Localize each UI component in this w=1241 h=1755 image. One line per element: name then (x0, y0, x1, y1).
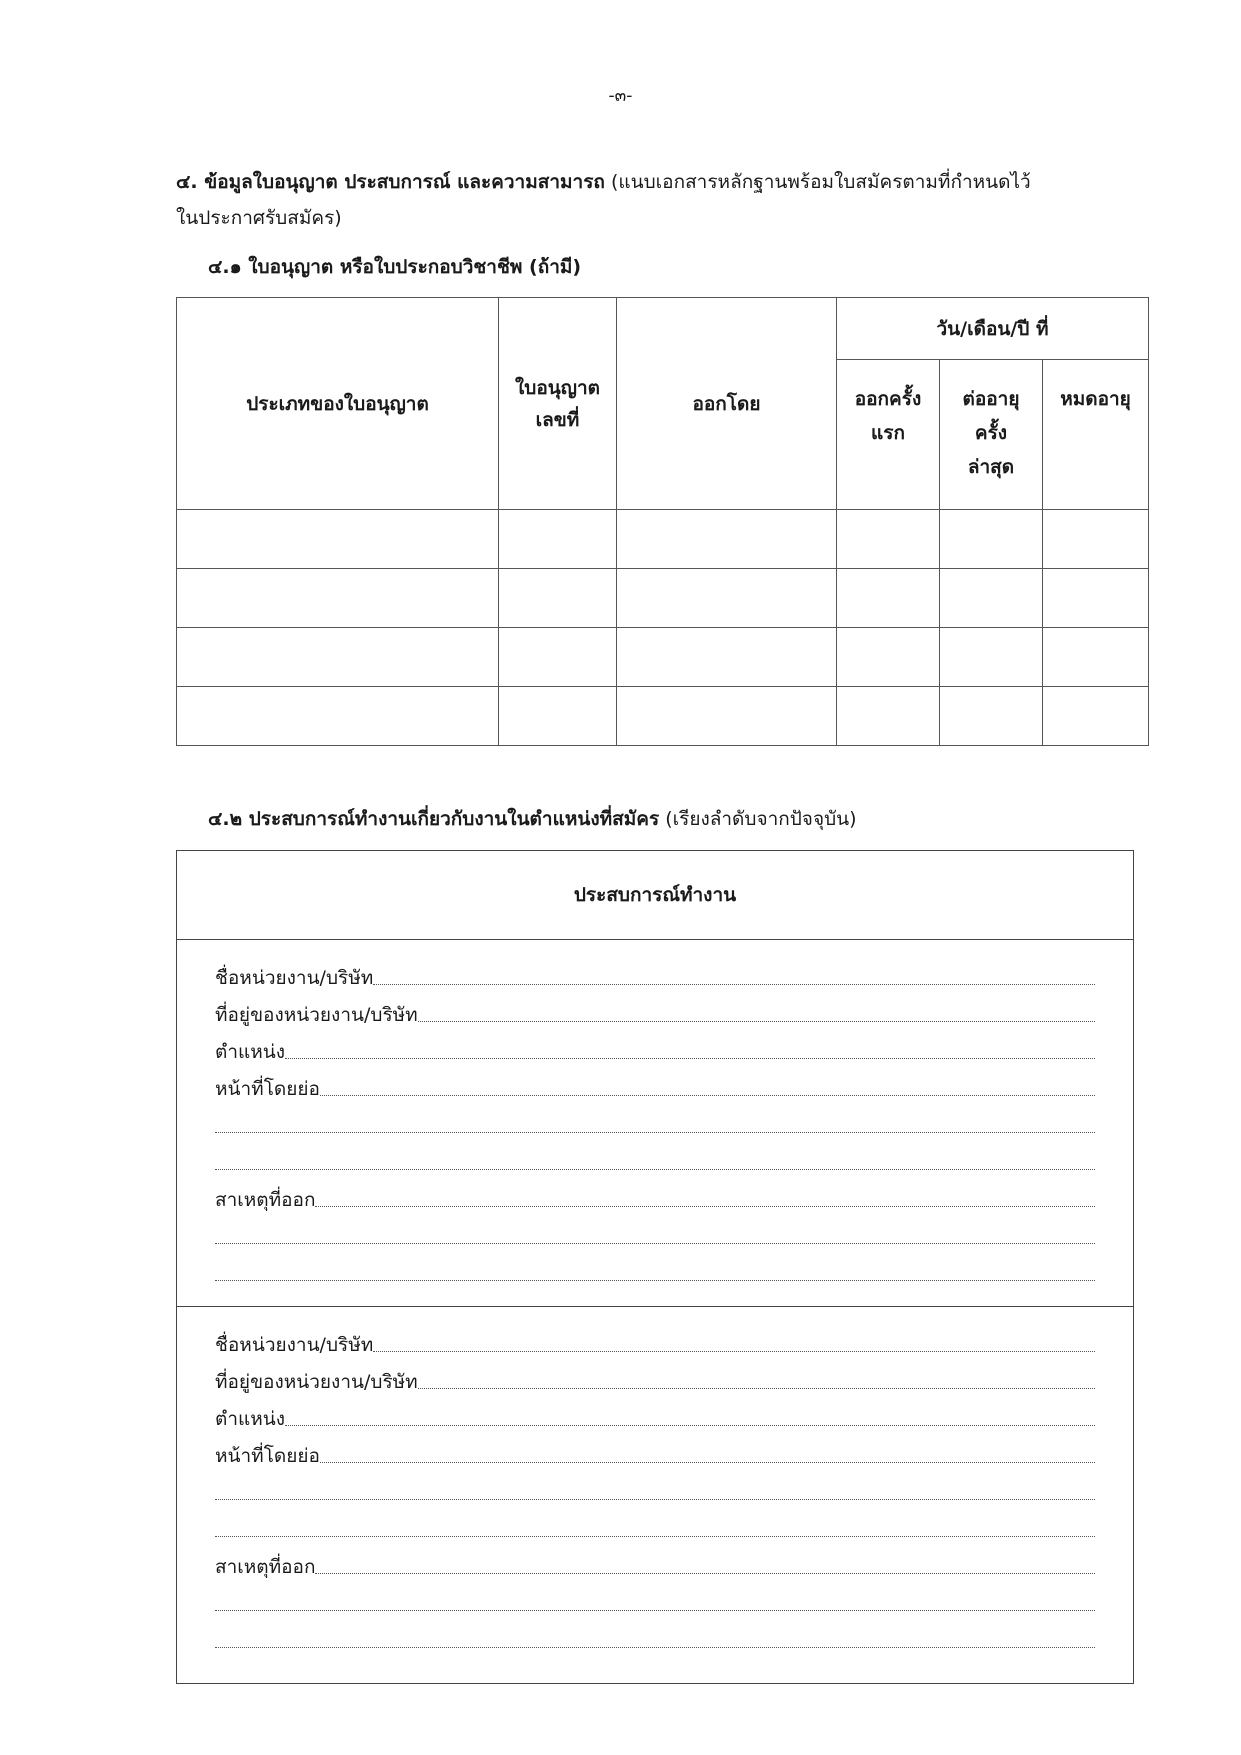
section-4-2-heading (208, 804, 857, 834)
dotted-line (320, 1094, 1095, 1096)
col-first-issue (837, 360, 940, 510)
company-field[interactable] (215, 1323, 1095, 1360)
reason-continuation[interactable] (215, 1252, 1095, 1289)
col-expiry: หมดอายุ (1043, 360, 1149, 510)
col-renew (940, 360, 1043, 510)
license-cell[interactable] (499, 687, 617, 746)
col-license-type: ประเภทของใบอนุญาต (177, 298, 499, 510)
company-field[interactable] (215, 956, 1095, 993)
license-cell[interactable] (837, 510, 940, 569)
dotted-line (373, 1350, 1095, 1352)
reason-continuation[interactable] (215, 1619, 1095, 1656)
license-cell[interactable] (940, 569, 1043, 628)
license-cell[interactable] (499, 510, 617, 569)
license-cell[interactable] (837, 687, 940, 746)
reason-continuation[interactable] (215, 1215, 1095, 1252)
reason-field[interactable] (215, 1178, 1095, 1215)
reason-label: สาเหตุที่ออก (215, 1189, 316, 1211)
position-label: ตำแหน่ง (215, 1408, 286, 1430)
license-cell[interactable] (617, 569, 837, 628)
col-license-number-line2: เลขที่ (535, 408, 580, 431)
license-cell[interactable] (1043, 510, 1149, 569)
dotted-line (215, 1609, 1095, 1611)
dotted-line (418, 1020, 1095, 1022)
col-date-group: วัน/เดือน/ปี ที่ (837, 298, 1149, 360)
col-renew-line3: ล่าสุด (967, 456, 1015, 478)
dotted-line (215, 1646, 1095, 1648)
address-label: ที่อยู่ของหน่วยงาน/บริษัท (215, 1004, 418, 1026)
duties-field[interactable] (215, 1434, 1095, 1471)
dotted-line (215, 1535, 1095, 1537)
reason-label: สาเหตุที่ออก (215, 1556, 316, 1578)
address-field[interactable] (215, 993, 1095, 1030)
license-cell[interactable] (940, 687, 1043, 746)
experience-entry (177, 1307, 1133, 1656)
section-4-heading (176, 164, 1136, 236)
license-cell[interactable] (837, 628, 940, 687)
license-cell[interactable] (499, 569, 617, 628)
license-cell[interactable] (617, 510, 837, 569)
license-row (177, 687, 1149, 746)
section-4-2-title: ๔.๒ ประสบการณ์ทำงานเกี่ยวกับงานในตำแหน่งที่สมัคร (208, 808, 660, 830)
dotted-line (285, 1424, 1095, 1426)
dotted-line (285, 1057, 1095, 1059)
section-4-note: (แนบเอกสารหลักฐานพร้อมใบสมัครตามที่กำหนดไว้ (604, 171, 1031, 193)
position-label: ตำแหน่ง (215, 1041, 286, 1063)
license-cell[interactable] (1043, 628, 1149, 687)
section-4-1-heading: ๔.๑ ใบอนุญาต หรือใบประกอบวิชาชีพ (ถ้ามี) (208, 256, 582, 278)
position-field[interactable] (215, 1030, 1095, 1067)
license-table (176, 297, 1149, 746)
duties-continuation[interactable] (215, 1508, 1095, 1545)
col-license-number (499, 298, 617, 510)
page-number: -๓- (608, 86, 633, 106)
col-first-issue-line1: ออกครั้ง (854, 388, 922, 410)
dotted-line (215, 1279, 1095, 1281)
duties-field[interactable] (215, 1067, 1095, 1104)
license-cell[interactable] (177, 687, 499, 746)
duties-label: หน้าที่โดยย่อ (215, 1078, 320, 1100)
dotted-line (215, 1498, 1095, 1500)
duties-label: หน้าที่โดยย่อ (215, 1445, 320, 1467)
license-cell[interactable] (837, 569, 940, 628)
dotted-line (215, 1168, 1095, 1170)
address-field[interactable] (215, 1360, 1095, 1397)
position-field[interactable] (215, 1397, 1095, 1434)
license-row (177, 569, 1149, 628)
license-cell[interactable] (940, 510, 1043, 569)
license-cell[interactable] (177, 628, 499, 687)
experience-entry (177, 940, 1133, 1307)
col-renew-line1: ต่ออายุ (962, 388, 1020, 410)
section-4-note-line2: ในประกาศรับสมัคร) (176, 207, 342, 229)
license-cell[interactable] (617, 628, 837, 687)
reason-field[interactable] (215, 1545, 1095, 1582)
dotted-line (320, 1461, 1095, 1463)
dotted-line (215, 1242, 1095, 1244)
duties-continuation[interactable] (215, 1141, 1095, 1178)
company-label: ชื่อหน่วยงาน/บริษัท (215, 1334, 374, 1356)
section-4-2-note: (เรียงลำดับจากปัจจุบัน) (659, 808, 857, 830)
company-label: ชื่อหน่วยงาน/บริษัท (215, 967, 374, 989)
duties-continuation[interactable] (215, 1471, 1095, 1508)
license-row (177, 510, 1149, 569)
license-row (177, 628, 1149, 687)
license-cell[interactable] (617, 687, 837, 746)
dotted-line (418, 1387, 1095, 1389)
dotted-line (373, 983, 1095, 985)
license-cell[interactable] (1043, 569, 1149, 628)
dotted-line (315, 1572, 1095, 1574)
license-cell[interactable] (177, 510, 499, 569)
license-cell[interactable] (499, 628, 617, 687)
license-cell[interactable] (1043, 687, 1149, 746)
license-cell[interactable] (940, 628, 1043, 687)
dotted-line (215, 1131, 1095, 1133)
dotted-line (315, 1205, 1095, 1207)
license-cell[interactable] (177, 569, 499, 628)
col-renew-line2: ครั้ง (974, 422, 1008, 444)
duties-continuation[interactable] (215, 1104, 1095, 1141)
col-first-issue-line2: แรก (871, 422, 905, 444)
address-label: ที่อยู่ของหน่วยงาน/บริษัท (215, 1371, 418, 1393)
experience-table (176, 850, 1134, 1684)
experience-header: ประสบการณ์ทำงาน (177, 851, 1133, 940)
col-issued-by: ออกโดย (617, 298, 837, 510)
reason-continuation[interactable] (215, 1582, 1095, 1619)
col-license-number-line1: ใบอนุญาต (515, 376, 600, 399)
section-4-title: ๔. ข้อมูลใบอนุญาต ประสบการณ์ และความสามารถ (176, 171, 605, 193)
